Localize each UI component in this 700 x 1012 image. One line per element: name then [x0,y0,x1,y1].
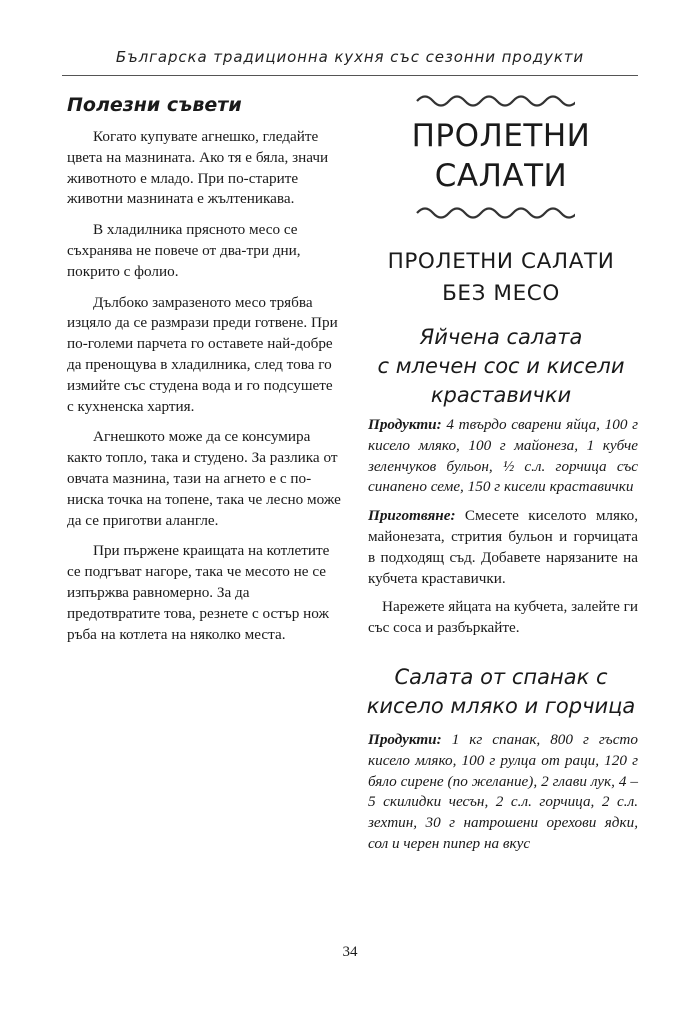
section-title [362,116,640,196]
page-number: 34 [342,944,358,960]
ingredients-paragraph [368,415,638,498]
ingredients-label: Продукти: [368,731,442,748]
recipe-title-line: Яйчена салата [419,325,583,349]
preparation-paragraph: Нарежете яйцата на кубчета, залейте ги със соса и разбъркайте. [368,598,638,637]
ingredients-text: 1 кг спанак, 800 г гъсто кисело мляко, 100 г рулца от раци, 120 г бяло сирене (по желание), 2 глави лук, 4 – 5 скилидки чесън, 2 с.л. горчица, 2 с.л. зехтин, 30 г натрошени орехови ядки, сол и черен пипер на вкус [368,731,638,852]
tips-title: Полезни съвети [67,94,242,116]
recipe-body [368,415,638,647]
subsection-title-line: БЕЗ МЕСО [442,281,560,306]
recipe-title-line: кисело мляко и горчица [366,694,636,718]
section-title-line: ПРОЛЕТНИ [411,118,591,154]
wavy-line-ornament-icon [415,206,575,220]
header-rule [62,75,638,76]
preparation-label: Приготвяне: [368,507,456,525]
preparation-text: Смесете киселото мляко, майонезата, стрития бульон и горчицата в подходящ съд. Добавете нарязаните на кубчета краставички. [368,507,638,587]
ingredients-label: Продукти: [368,416,442,433]
wavy-line-ornament-icon [415,94,575,108]
tip-paragraph: Когато купувате агнешко, гледайте цвета на мазнината. Ако тя е бяла, значи животното е младо. При по-старите животни мазнината е жълтеникава. [67,128,329,208]
recipe-title-line: Салата от спанак с [394,665,608,689]
tip-paragraph: В хладилника прясното месо се съхранява не повече от два-три дни, покрито с фолио. [67,221,301,280]
recipe-title [362,323,640,410]
recipe-title-line: с млечен сос и кисели [377,354,625,378]
subsection-title-line: ПРОЛЕТНИ САЛАТИ [387,249,615,274]
ingredients-text: 4 твърдо сварени яйца, 100 г кисело мляко, 100 г майонеза, 1 кубче зеленчуков бульон, ½ с.л. горчица със синапено семе, 150 г кисели краставички [368,416,639,496]
recipe-title [362,663,640,721]
tip-paragraph: Агнешкото може да се консумира както топло, така и студено. За разлика от овчата мазнина, тази на агнето е с по-ниска точка на топене, така че лесно може да се приготви алангле. [67,428,341,529]
subsection-title [362,246,640,310]
left-column [67,94,342,655]
recipe-body [368,730,638,863]
running-header: Българска традиционна кухня със сезонни продукти [115,48,585,66]
tip-paragraph: Дълбоко замразеното месо трябва изцяло да се размрази преди готвене. При по-големи парчета го оставете най-добре да пренощува в хладилника, след това го измийте със студена вода и го подсушете с кухненска хартия. [67,293,338,415]
ingredients-paragraph [368,730,638,855]
recipe-title-line: краставички [430,383,572,407]
preparation-paragraph [368,506,638,589]
section-title-line: САЛАТИ [434,158,568,194]
tip-paragraph: При пържене краищата на котлетите се подгъват нагоре, така че месото не се изпържва равномерно. За да предотвратите това, резнете с остър нож ръба на котлета на няколко места. [67,542,330,643]
